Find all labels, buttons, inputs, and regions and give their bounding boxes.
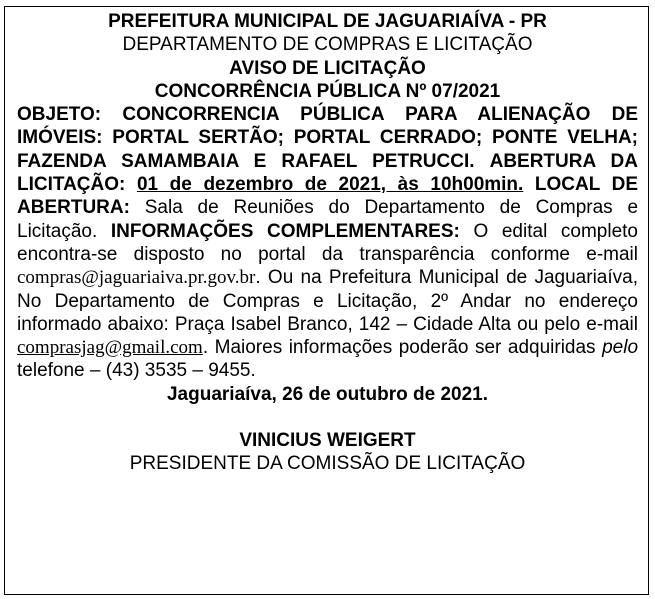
abertura-label: ABERTURA DA LICITAÇÃO: — [17, 150, 639, 196]
info-label: INFORMAÇÕES COMPLEMENTARES: — [110, 220, 460, 242]
objeto-text: OBJETO: CONCORRENCIA PÚBLICA PARA ALIENAÇÃO DE IMÓVEIS: PORTAL SERTÃO; PORTAL CERRADO; PONTE VELHA; FAZENDA SAMAMBAIA E RAFAEL PETRUCCI. — [17, 104, 638, 172]
header-prefeitura: PREFEITURA MUNICIPAL DE JAGUARIAÍVA - PR — [108, 11, 547, 32]
info-text-1: O edital completo encontra-se disposto no portal da transparência conforme e-mail — [17, 220, 639, 265]
local-value: Sala de Reuniões do Departamento de Compras e Licitação. — [17, 197, 639, 242]
footer-date: Jaguariaíva, 26 de outubro de 2021. — [166, 383, 488, 405]
info-italic: pelo — [602, 337, 639, 359]
info-text-4: telefone – (43) 3535 – 9455. — [17, 360, 256, 382]
info-text-2: . Ou na Prefeitura Municipal de Jaguariaíva, No Departamento de Compras e Licitação, 2º Andar no endereço informado abaixo: Praça Isabel Branco, 142 – Cidade Alta ou pelo e-mail — [17, 267, 638, 335]
email-comprasjag-link[interactable]: comprasjag@gmail.com — [17, 337, 203, 359]
local-label: LOCAL DE ABERTURA: — [17, 174, 638, 219]
info-text-3: . Maiores informações poderão ser adquiridas — [202, 337, 596, 359]
notice-body — [17, 103, 638, 383]
header-concorrencia: CONCORRÊNCIA PÚBLICA Nº 07/2021 — [154, 80, 501, 102]
notice-document — [17, 10, 638, 476]
header-aviso: AVISO DE LICITAÇÃO — [229, 57, 426, 79]
email-compras: compras@jaguariaiva.pr.gov.br — [17, 267, 256, 289]
signer-role: PRESIDENTE DA COMISSÃO DE LICITAÇÃO — [129, 453, 526, 475]
signer-name: VINICIUS WEIGERT — [239, 430, 416, 452]
abertura-date: 01 de dezembro de 2021, às 10h00min. — [136, 174, 524, 196]
header-departamento: DEPARTAMENTO DE COMPRAS E LICITAÇÃO — [122, 34, 533, 56]
